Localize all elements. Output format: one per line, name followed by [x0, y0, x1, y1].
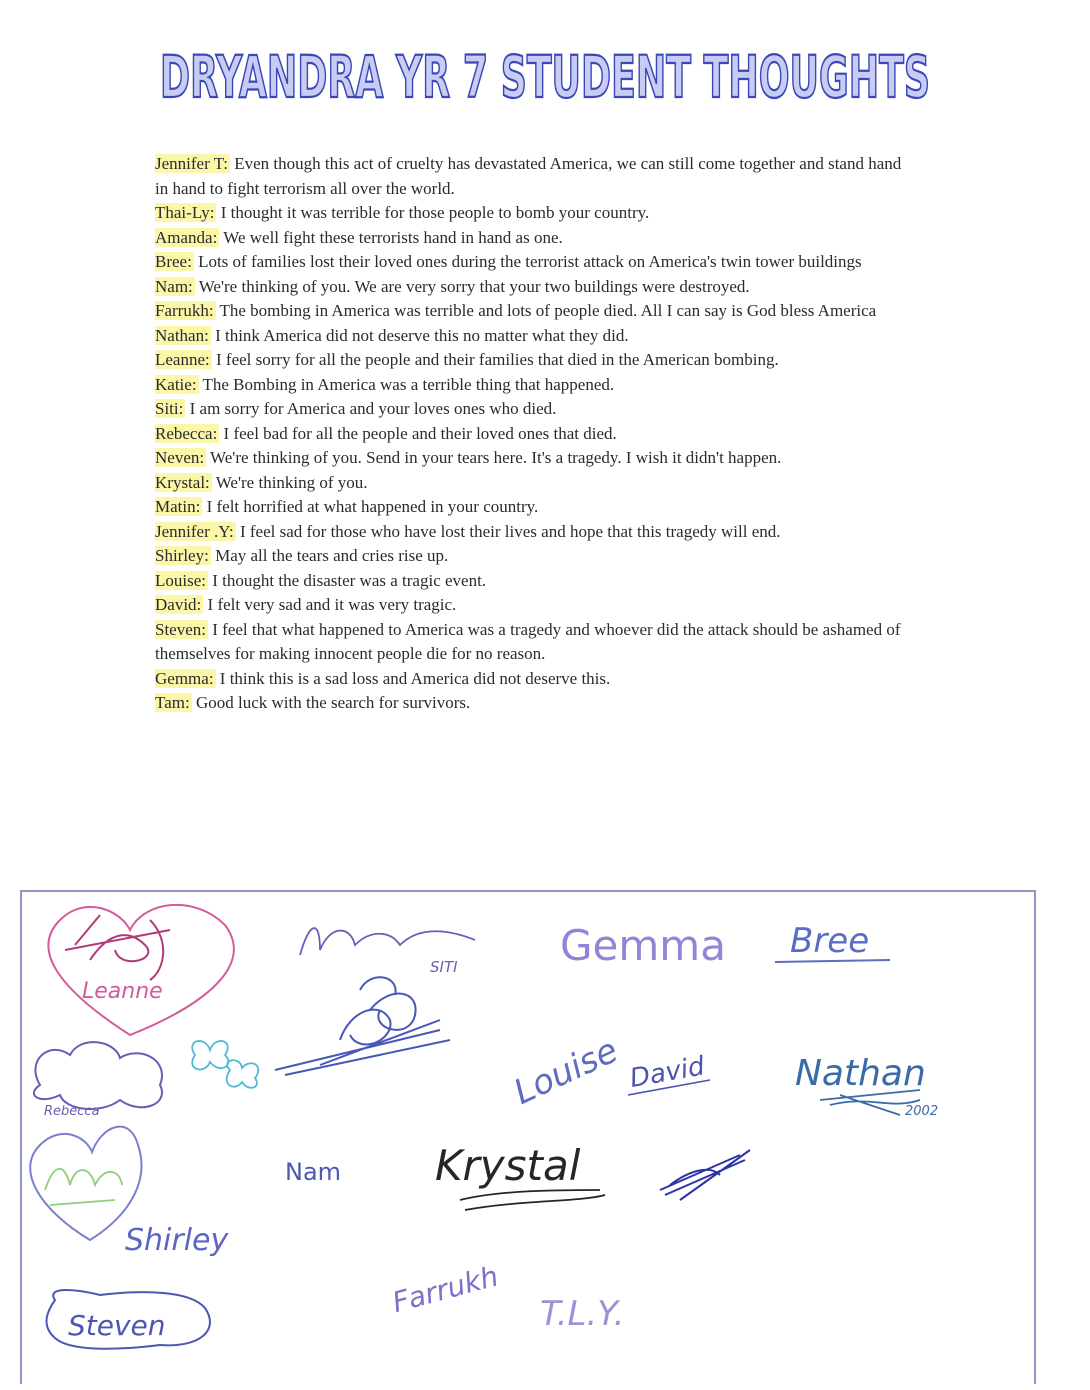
student-thought: I felt horrified at what happened in your country.: [202, 497, 539, 516]
signature-david: David: [627, 1051, 707, 1094]
student-thought: I thought the disaster was a tragic event.: [208, 570, 487, 590]
student-thought: I feel sad for those who have lost their lives and hope that this tragedy will end.: [235, 521, 781, 541]
thought-entry: [155, 691, 915, 716]
student-name: Jennifer .Y:: [155, 521, 234, 541]
thought-entry: [155, 226, 915, 251]
student-name: David:: [155, 595, 202, 614]
butterfly-doodle: [192, 1041, 258, 1088]
page-title-text: DRYANDRA YR 7 STUDENT THOUGHTS: [160, 43, 930, 111]
scribble-signature: [275, 977, 450, 1075]
signature-rebecca: Rebecca: [44, 1104, 100, 1119]
signature-leanne: Leanne: [82, 979, 163, 1004]
signature-shirley: Shirley: [125, 1223, 229, 1258]
thought-entry: [155, 593, 915, 618]
thought-entry: [155, 471, 915, 496]
signature-bree: Bree: [790, 921, 870, 961]
signature-krystal: Krystal: [435, 1141, 581, 1190]
student-name: Amanda:: [155, 227, 218, 247]
krystal-underline: [460, 1190, 605, 1210]
thought-entry: [155, 569, 915, 594]
thought-entry: [155, 373, 915, 398]
student-name: Steven:: [155, 619, 206, 639]
siti-scribble: [300, 928, 475, 955]
thought-entry: [155, 201, 915, 226]
rebecca-cloud-doodle: [34, 1042, 162, 1109]
student-name: Matin:: [155, 497, 201, 516]
thought-entry: [155, 618, 915, 667]
signature-siti: SITI: [430, 958, 458, 976]
student-thought: I feel that what happened to America was a tragedy and whoever did the attack should be ashamed of themselves for making innocent people die for no reason.: [155, 619, 901, 663]
thought-entry: [155, 348, 915, 373]
thought-entry: [155, 544, 915, 569]
signature-tly: T.L.Y.: [540, 1294, 625, 1334]
signature-nathan: Nathan: [795, 1053, 926, 1094]
student-name: Shirley:: [155, 546, 209, 565]
student-name: Katie:: [155, 374, 197, 394]
student-thought: I thought it was terrible for those people to bomb your country.: [216, 203, 650, 222]
student-name: Rebecca:: [155, 423, 218, 443]
leanne-scribble: [65, 915, 170, 980]
student-name: Farrukh:: [155, 301, 214, 320]
student-thought: I think America did not deserve this no matter what they did.: [210, 325, 629, 345]
signature-gemma: Gemma: [560, 921, 726, 970]
thought-entry: [155, 275, 915, 300]
signatures-area: [20, 890, 1036, 1384]
student-name: Leanne:: [155, 350, 210, 369]
student-thought: Lots of families lost their loved ones during the terrorist attack on America's twin tower buildings: [193, 252, 862, 271]
student-thought: May all the tears and cries rise up.: [210, 546, 449, 565]
page-title: [150, 22, 940, 122]
thought-entry: [155, 520, 915, 545]
student-thought: I think this is a sad loss and America did not deserve this.: [215, 668, 611, 688]
leanne-heart-doodle: [48, 905, 233, 1035]
signature-louise: Louise: [507, 1030, 624, 1113]
student-thoughts-list: [155, 152, 915, 716]
thought-entry: [155, 495, 915, 520]
student-thought: The bombing in America was terrible and lots of people died. All I can say is God bless America: [215, 301, 877, 320]
student-thought: I feel sorry for all the people and their families that died in the American bombing.: [211, 350, 779, 369]
signature-farrukh: Farrukh: [388, 1259, 502, 1320]
student-thought: We're thinking of you.: [211, 472, 368, 492]
student-name: Louise:: [155, 570, 206, 590]
student-thought: We're thinking of you. We are very sorry that your two buildings were destroyed.: [194, 276, 750, 296]
student-name: Jennifer T:: [155, 154, 228, 173]
thought-entry: [155, 422, 915, 447]
student-thought: I felt very sad and it was very tragic.: [203, 595, 457, 614]
thought-entry: [155, 324, 915, 349]
student-thought: I feel bad for all the people and their loved ones that died.: [219, 423, 617, 443]
student-thought: Good luck with the search for survivors.: [191, 693, 471, 712]
student-name: Thai-Ly:: [155, 203, 215, 222]
thought-entry: [155, 397, 915, 422]
student-thought: We're thinking of you. Send in your tears here. It's a tragedy. I wish it didn't happen.: [206, 448, 782, 467]
thought-entry: [155, 152, 915, 201]
thought-entry: [155, 446, 915, 471]
student-name: Tam:: [155, 693, 190, 712]
student-thought: We well fight these terrorists hand in hand as one.: [219, 227, 563, 247]
signature-nathan-year: 2002: [905, 1104, 939, 1119]
green-heart-scribble: [45, 1169, 122, 1205]
signature-nam: Nam: [285, 1158, 342, 1186]
thought-entry: [155, 250, 915, 275]
student-name: Bree:: [155, 252, 192, 271]
blue-scribble-signature: [660, 1150, 750, 1200]
signature-steven: Steven: [68, 1309, 166, 1342]
student-name: Nam:: [155, 276, 193, 296]
student-name: Krystal:: [155, 472, 210, 492]
student-name: Nathan:: [155, 325, 209, 345]
thought-entry: [155, 667, 915, 692]
student-thought: I am sorry for America and your loves ones who died.: [185, 399, 557, 418]
student-name: Siti:: [155, 399, 184, 418]
student-thought: The Bombing in America was a terrible thing that happened.: [198, 374, 615, 394]
student-name: Gemma:: [155, 668, 214, 688]
student-thought: Even though this act of cruelty has devastated America, we can still come together and stand hand in hand to fight terrorism all over the world.: [155, 154, 902, 198]
student-name: Neven:: [155, 448, 205, 467]
thought-entry: [155, 299, 915, 324]
